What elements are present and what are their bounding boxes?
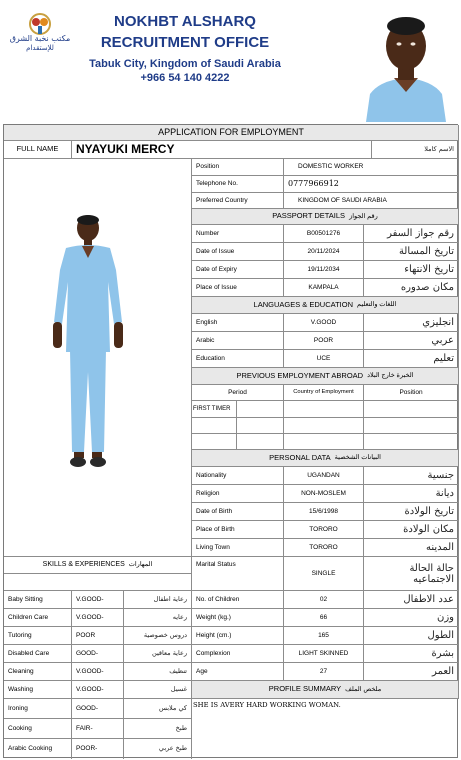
skill-baby-sitting-arabic: رعاية اطفال [124,591,192,609]
children-arabic: عدد الاطفال [364,591,459,609]
weight-value: 66 [284,609,364,627]
education-arabic: تعليم [364,350,459,368]
profile-summary-title-arabic: ملخص الملف [345,685,382,693]
personal-data-header [192,450,459,467]
prev-row-3-a [192,434,237,450]
skill-ironing-label: Ironing [4,699,72,719]
full-name-arabic: الاسم كاملا [372,141,459,159]
full-body-photo [40,212,136,470]
prev-row-2-country [284,418,364,434]
date-of-birth-label: Date of Birth [192,503,284,521]
telephone-value: 0777966912 [284,176,459,193]
issue-date-value: 20/11/2024 [284,243,364,261]
skills-section-header [4,557,192,574]
prev-row-3-period [237,434,284,450]
period-column-header: Period [192,385,284,401]
full-name-label: FULL NAME [4,141,72,159]
expiry-date-value: 19/11/2034 [284,261,364,279]
prev-row-3-position [364,434,459,450]
languages-title: LANGUAGES & EDUCATION [253,299,353,309]
english-label: English [192,314,284,332]
place-of-birth-label: Place of Birth [192,521,284,539]
children-value: 02 [284,591,364,609]
preferred-country-label: Preferred Country [192,193,284,209]
company-name-line2: RECRUITMENT OFFICE [100,34,270,51]
living-town-value: TORORO [284,539,364,557]
religion-value: NON-MOSLEM [284,485,364,503]
position-column-header: Position [364,385,459,401]
place-of-issue-value: KAMPALA [284,279,364,297]
height-value: 165 [284,627,364,645]
preferred-country-value: KINGDOM OF SAUDI ARABIA [284,193,459,209]
passport-title: PASSPORT DETAILS [272,211,346,221]
skills-title-arabic: المهارات [128,561,153,569]
company-logo [4,10,76,54]
place-of-issue-label: Place of Issue [192,279,284,297]
skill-children-care-value: V.GOOD- [72,609,124,627]
profile-summary-title: PROFILE SUMMARY [268,684,342,694]
company-contact [80,57,290,85]
expiry-date-label: Date of Expiry [192,261,284,279]
telephone-label: Telephone No. [192,176,284,193]
logo-arabic-line2: للإستقدام [26,44,54,52]
prev-row-2-a [192,418,237,434]
skill-arabic-cooking-label: Arabic Cooking [4,739,72,759]
marital-status-label: Marital Status [192,557,284,591]
skill-arabic-cooking-value: POOR- [72,739,124,759]
height-arabic: الطول [364,627,459,645]
issue-date-arabic: تاريخ المسالة [364,243,459,261]
english-arabic: انجليزي [364,314,459,332]
age-arabic: العمر [364,663,459,681]
skill-tutoring-arabic: دروس خصوصية [124,627,192,645]
passport-number-arabic: رقم جواز السفر [364,225,459,243]
complexion-value: LIGHT SKINNED [284,645,364,663]
skill-baby-sitting-label: Baby Sitting [4,591,72,609]
profile-summary-text: SHE IS AVERY HARD WORKING WOMAN. [193,701,341,709]
arabic-value: POOR [284,332,364,350]
languages-section-header [192,297,459,314]
children-label: No. of Children [192,591,284,609]
expiry-date-arabic: تاريخ الانتهاء [364,261,459,279]
religion-label: Religion [192,485,284,503]
age-label: Age [192,663,284,681]
education-value: UCE [284,350,364,368]
height-label: Height (cm.) [192,627,284,645]
marital-status-value: SINGLE [284,557,364,591]
prev-row-3-country [284,434,364,450]
skill-cooking-value: FAIR- [72,719,124,739]
skill-cleaning-arabic: تنظيف [124,663,192,681]
prev-row-1-country [284,401,364,418]
previous-employment-header [192,368,459,385]
skill-disabled-care-arabic: رعاية معاقين [124,645,192,663]
issue-date-label: Date of Issue [192,243,284,261]
company-name-line1: NOKHBT ALSHARQ [114,13,256,30]
prev-row-2-position [364,418,459,434]
personal-data-title-arabic: البيانات الشخصية [334,454,381,462]
passport-number-label: Number [192,225,284,243]
living-town-label: Living Town [192,539,284,557]
education-label: Education [192,350,284,368]
nationality-value: UGANDAN [284,467,364,485]
marital-status-arabic: حالة الحالة الاجتماعيه [364,557,459,591]
skill-tutoring-value: POOR [72,627,124,645]
skill-tutoring-label: Tutoring [4,627,72,645]
languages-title-arabic: اللغات والتعليم [357,301,397,309]
skill-washing-label: Washing [4,681,72,699]
form-title: APPLICATION FOR EMPLOYMENT [4,125,459,141]
company-phone: +966 54 140 4222 [140,72,230,84]
profile-summary-header [192,681,459,699]
complexion-arabic: بشرة [364,645,459,663]
prev-row-1-position [364,401,459,418]
skill-washing-arabic: غسيل [124,681,192,699]
english-value: V.GOOD [284,314,364,332]
passport-section-header [192,209,459,225]
skill-children-care-label: Children Care [4,609,72,627]
country-column-header: Country of Employment [284,385,364,401]
arabic-label: Arabic [192,332,284,350]
position-value: DOMESTIC WORKER [284,159,459,176]
full-name-value: NYAYUKI MERCY [72,141,372,159]
skill-disabled-care-label: Disabled Care [4,645,72,663]
passport-title-arabic: رقم الجواز [349,212,378,220]
place-of-birth-arabic: مكان الولادة [364,521,459,539]
position-label: Position [192,159,284,176]
nationality-label: Nationality [192,467,284,485]
living-town-arabic: المدينه [364,539,459,557]
skills-title: SKILLS & EXPERIENCES [42,561,125,569]
nationality-arabic: جنسية [364,467,459,485]
previous-employment-title-arabic: الخبرة خارج البلاد [367,372,414,380]
skill-arabic-cooking-arabic: طبخ عربي [124,739,192,759]
first-timer-cell: FIRST TIMER [192,401,237,418]
skill-washing-value: V.GOOD- [72,681,124,699]
date-of-birth-value: 15/6/1998 [284,503,364,521]
skill-disabled-care-value: GOOD- [72,645,124,663]
portrait-photo [360,8,452,122]
personal-data-title: PERSONAL DATA [269,452,331,462]
complexion-label: Complexion [192,645,284,663]
prev-row-1-period [237,401,284,418]
skill-ironing-value: GOOD- [72,699,124,719]
weight-label: Weight (kg.) [192,609,284,627]
company-address: Tabuk City, Kingdom of Saudi Arabia [89,58,281,70]
previous-employment-title: PREVIOUS EMPLOYMENT ABROAD [236,370,364,380]
skill-ironing-arabic: كي ملابس [124,699,192,719]
skill-cooking-label: Cooking [4,719,72,739]
prev-row-2-period [237,418,284,434]
weight-arabic: وزن [364,609,459,627]
date-of-birth-arabic: تاريخ الولادة [364,503,459,521]
skill-cleaning-label: Cleaning [4,663,72,681]
skill-baby-sitting-value: V.GOOD- [72,591,124,609]
passport-number-value: B00501276 [284,225,364,243]
place-of-issue-arabic: مكان صدوره [364,279,459,297]
religion-arabic: ديانة [364,485,459,503]
arabic-arabic: عربي [364,332,459,350]
logo-arabic-line1: مكتب نخبة الشرق [9,34,71,43]
age-value: 27 [284,663,364,681]
skill-cooking-arabic: طبخ [124,719,192,739]
skill-cleaning-value: V.GOOD- [72,663,124,681]
skill-children-care-arabic: رعايه [124,609,192,627]
place-of-birth-value: TORORO [284,521,364,539]
company-name [80,12,290,52]
skills-spacer [4,574,192,591]
